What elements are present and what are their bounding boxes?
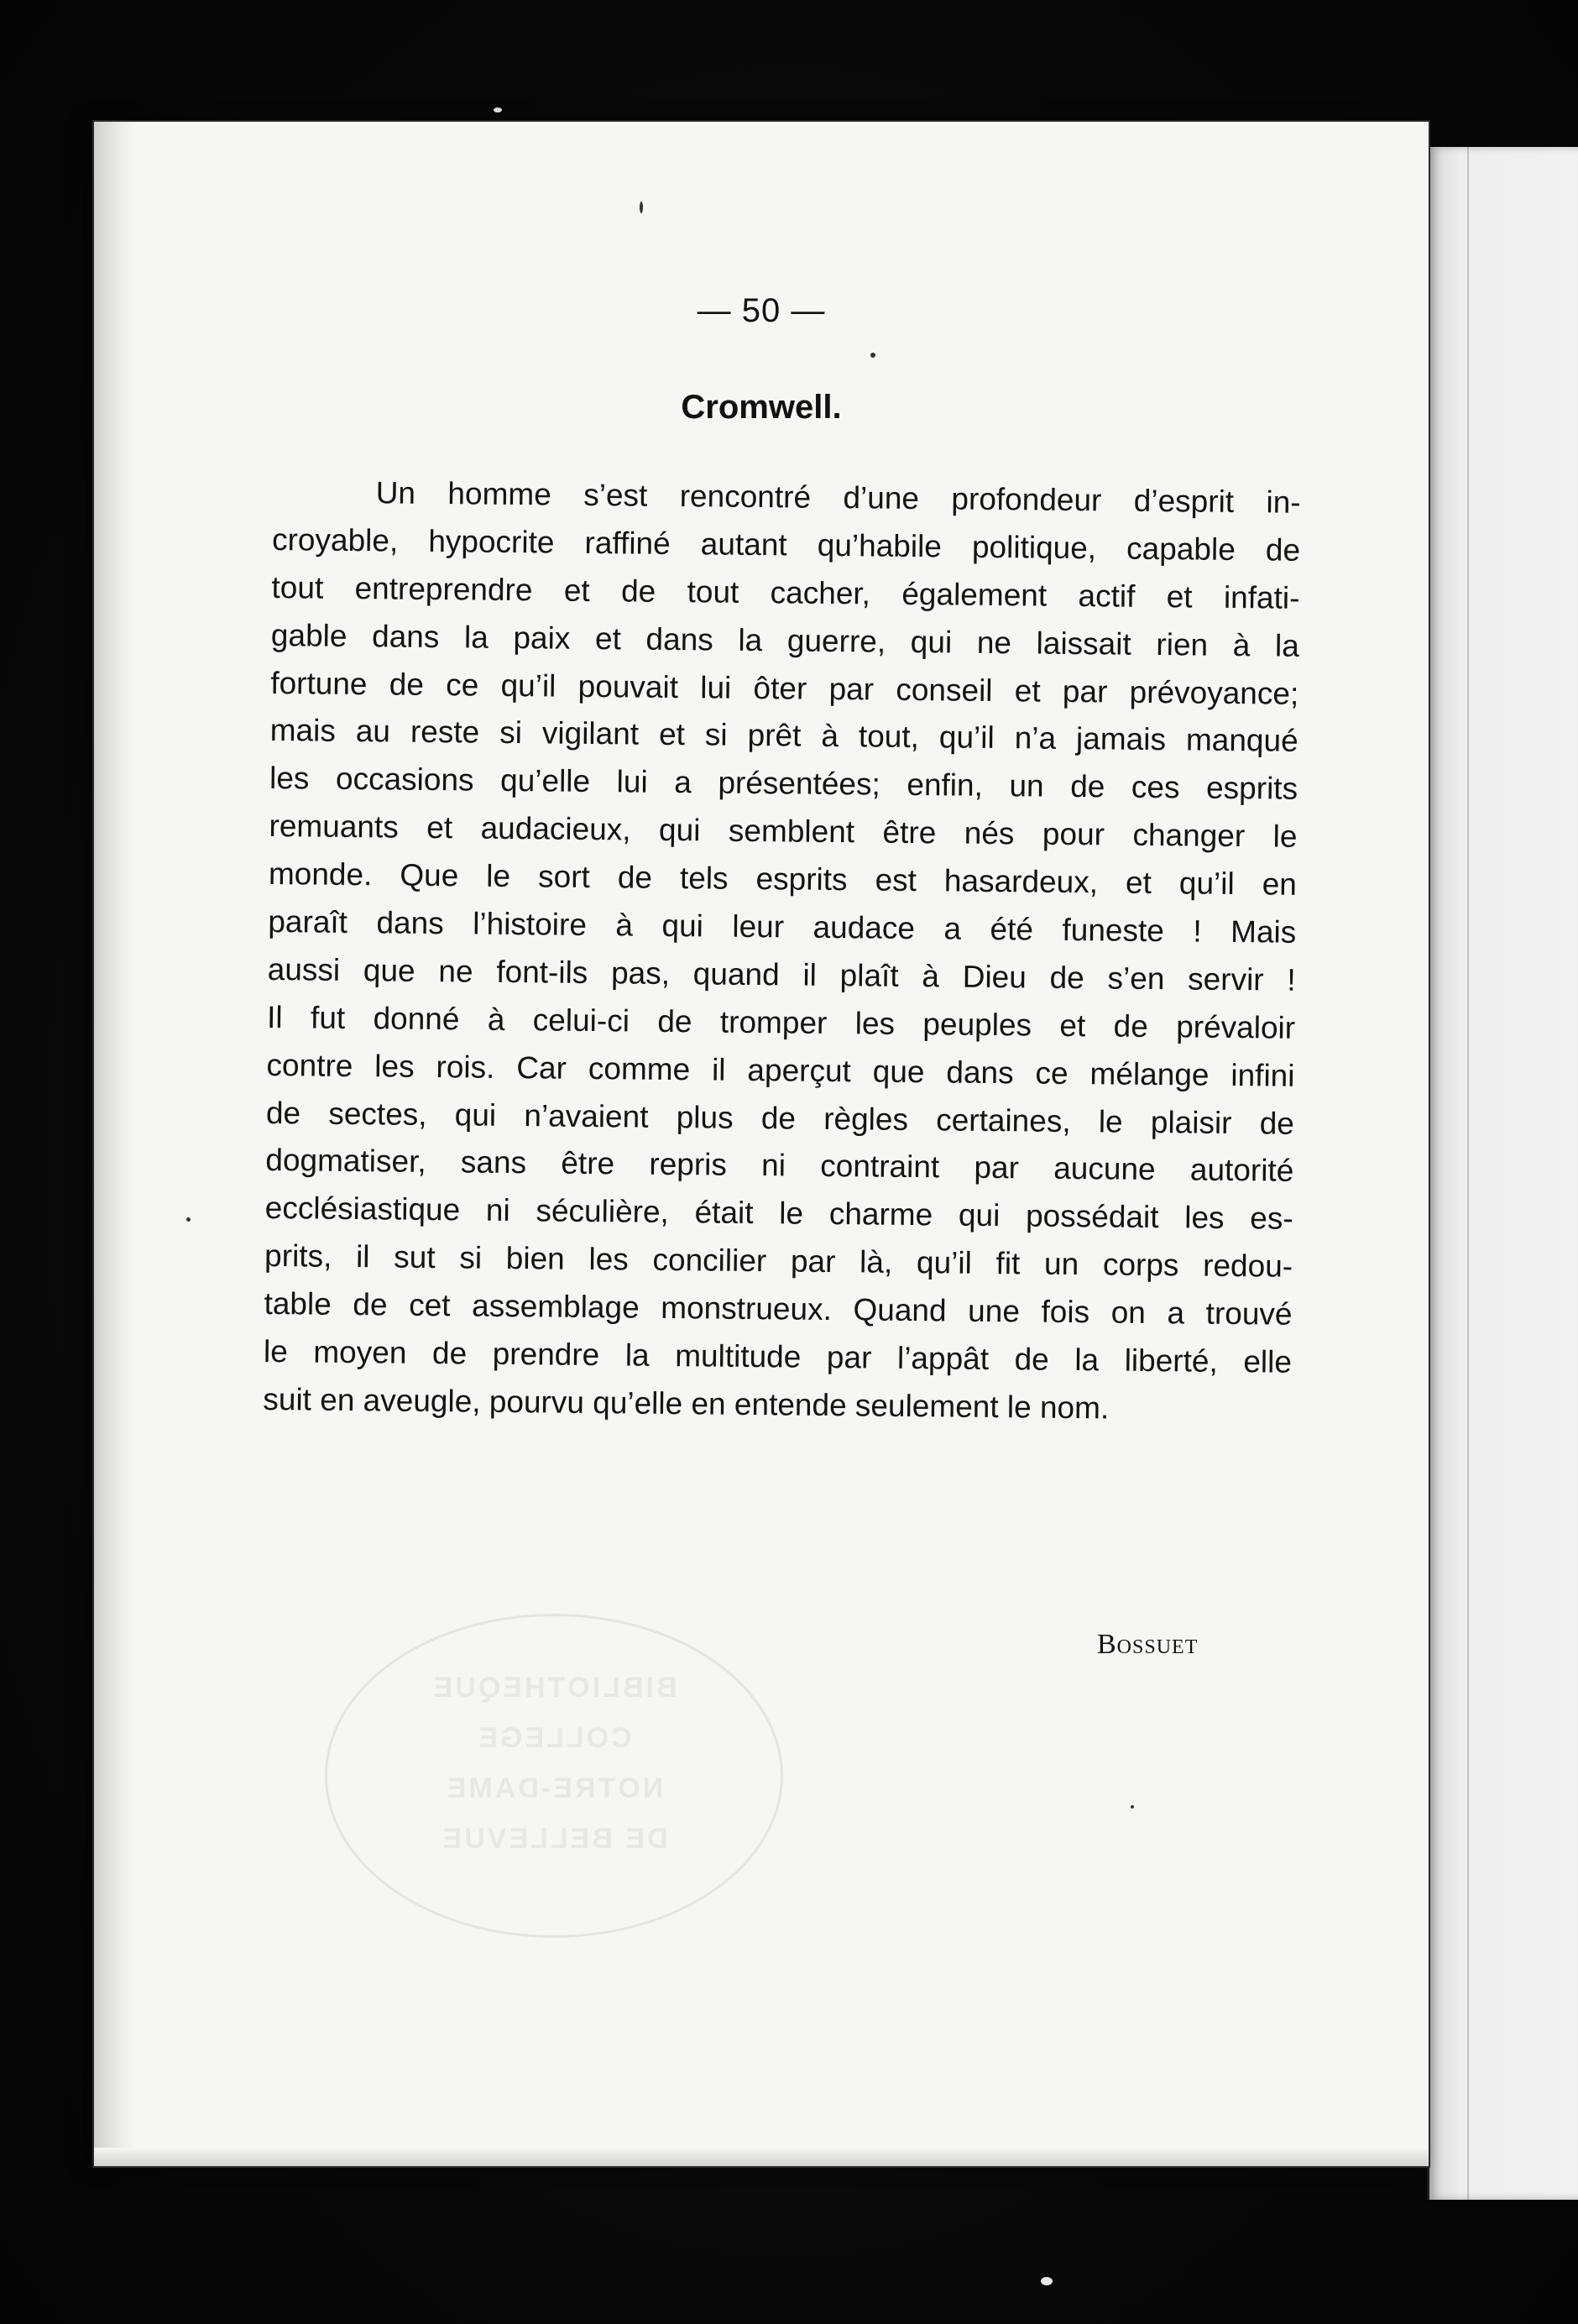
stamp-line: NOTRE-DAME [444, 1772, 664, 1804]
text-line: Il fut donné à celui-ci de tromper les peuples et de prévaloir [266, 999, 1296, 1045]
page-bottom-shadow [94, 2148, 1429, 2166]
text-line: Un homme s’est rencontré d’une profondeur d’esprit in- [375, 475, 1301, 520]
text-line: monde. Que le sort de tels esprits est hasardeux, et qu’il en [268, 856, 1298, 902]
page-left-shadow [94, 122, 134, 2166]
text-line: paraît dans l’histoire à qui leur audace a été funeste ! Mais [268, 903, 1297, 950]
text-line: contre les rois. Car comme il aperçut que dans ce mélange infini [266, 1047, 1295, 1093]
text-line: mais au reste si vigilant et si prêt à tout, qu’il n’a jamais manqué [269, 713, 1298, 759]
text-line: tout entreprendre et de tout cacher, également actif et infati- [271, 569, 1300, 615]
dust-speck [1131, 1805, 1134, 1808]
text-line: croyable, hypocrite raffiné autant qu’habile politique, capable de [271, 521, 1301, 568]
stamp-text [327, 1662, 781, 1864]
text-line: remuants et audacieux, qui semblent être nés pour changer le [269, 809, 1298, 855]
text-line: dogmatiser, sans être repris ni contraint par aucune autorité [265, 1143, 1294, 1189]
dust-speck [640, 202, 643, 213]
dust-speck [186, 1217, 191, 1222]
text-line: le moyen de prendre la multitude par l’appât de la liberté, elle [263, 1333, 1293, 1379]
author-signature: Bossuet [1097, 1629, 1199, 1660]
library-stamp [325, 1614, 783, 1938]
text-line: aussi que ne font-ils pas, quand il plaît à Dieu de s’en servir ! [267, 951, 1296, 997]
gutter-line [1467, 147, 1469, 2200]
text-line: de sectes, qui n’avaient plus de règles certaines, le plaisir de [265, 1095, 1295, 1141]
text-line: ecclésiastique ni séculière, était le charme qui possédait les es- [264, 1191, 1293, 1237]
dust-speck [870, 353, 875, 358]
text-line: prits, il sut si bien les concilier par là, qu’il fit un corps redou- [264, 1238, 1293, 1285]
adjacent-page-edge [1427, 147, 1578, 2200]
stamp-line: COLLEGE [476, 1722, 632, 1754]
text-line: suit en aveugle, pourvu qu’elle en entende seulement le nom. [263, 1381, 1110, 1426]
page-title: Cromwell. [681, 389, 842, 426]
dust-speck [494, 107, 502, 113]
dust-speck [1041, 2277, 1053, 2285]
text-line: les occasions qu’elle lui a présentées; enfin, un de ces esprits [269, 761, 1298, 807]
document-page [94, 122, 1429, 2166]
stamp-line: BIBLIOTHEQUE [431, 1672, 677, 1704]
body-paragraph [263, 468, 1301, 1435]
text-line: fortune de ce qu’il pouvait lui ôter par conseil et par prévoyance; [270, 665, 1299, 711]
stamp-line: DE BELLEVUE [440, 1823, 668, 1855]
text-line: table de cet assemblage monstrueux. Quand une fois on a trouvé [264, 1286, 1293, 1332]
page-number: — 50 — [697, 292, 826, 329]
text-line: gable dans la paix et dans la guerre, qui ne laissait rien à la [270, 617, 1300, 663]
